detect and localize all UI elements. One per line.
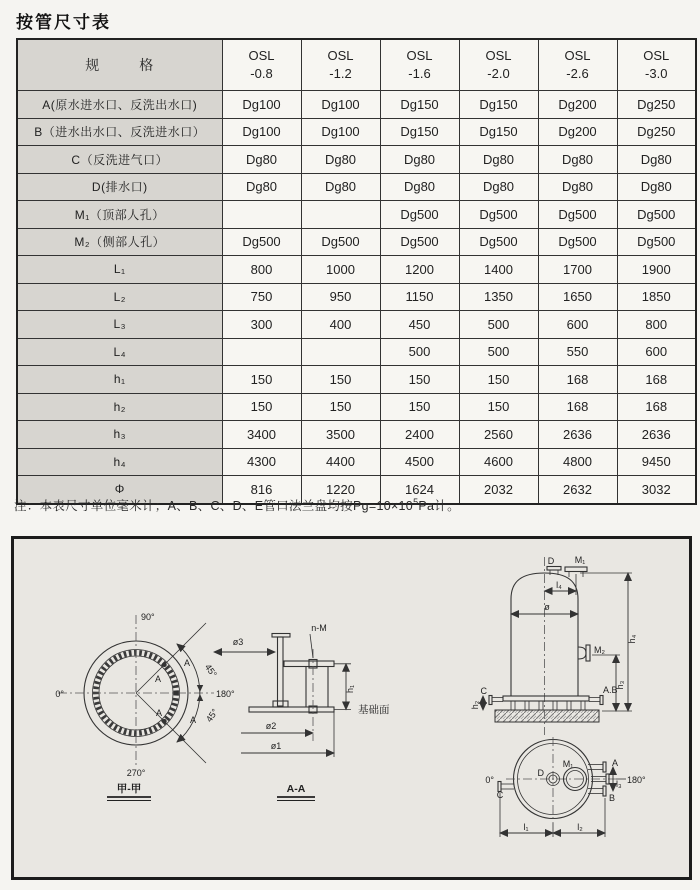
value-cell: 500 (459, 338, 538, 366)
value-cell: 750 (222, 283, 301, 311)
dia3-label: ø3 (232, 637, 244, 647)
elev-m1-manhole-label: M₁ (574, 555, 586, 565)
engineering-drawing (14, 539, 689, 877)
value-cell: 300 (222, 311, 301, 339)
elev-h3-dim-label: h₃ (615, 680, 625, 690)
row-label: L₃ (17, 311, 222, 339)
angle-45-top-label: 45° (202, 662, 219, 680)
spec-header-cell: 规 格 (17, 39, 222, 91)
angle-90-label: 90° (141, 612, 155, 622)
page-title: 按管尺寸表 (16, 13, 111, 32)
plan-a-nozzle-label: A (612, 758, 619, 768)
angle-0-label: 0° (55, 689, 64, 699)
value-cell: Dg500 (459, 201, 538, 229)
row-label: B（进水出水口、反洗进水口） (17, 118, 222, 146)
value-cell: Dg80 (222, 146, 301, 174)
value-cell: Dg80 (301, 173, 380, 201)
elev-ab-nozzle-label: A.B (603, 685, 618, 695)
value-cell (301, 338, 380, 366)
value-cell: 2560 (459, 421, 538, 449)
table-row (17, 118, 696, 146)
value-cell: 4500 (380, 448, 459, 476)
value-cell: Dg200 (538, 118, 617, 146)
table-row (17, 338, 696, 366)
value-cell: 150 (222, 393, 301, 421)
column-header: OSL -1.2 (301, 39, 380, 91)
table-row (17, 283, 696, 311)
plan-l2-dim-label: l₂ (577, 822, 583, 832)
value-cell: Dg500 (301, 228, 380, 256)
value-cell: Dg80 (380, 173, 459, 201)
value-cell: Dg80 (380, 146, 459, 174)
elev-diameter-label: ø (544, 602, 550, 612)
value-cell: Dg150 (380, 91, 459, 119)
value-cell: Dg500 (380, 228, 459, 256)
value-cell: 1150 (380, 283, 459, 311)
value-cell: Dg80 (222, 173, 301, 201)
value-cell: 2032 (459, 476, 538, 504)
elev-d-nozzle-label: D (547, 556, 555, 566)
value-cell: 9450 (617, 448, 696, 476)
value-cell: 1650 (538, 283, 617, 311)
column-header: OSL -3.0 (617, 39, 696, 91)
value-cell: Dg100 (222, 91, 301, 119)
value-cell: Dg200 (538, 91, 617, 119)
value-cell: 2636 (538, 421, 617, 449)
row-label: L₄ (17, 338, 222, 366)
row-label: Φ (17, 476, 222, 504)
plan-l3-dim-label: l₃ (616, 779, 622, 789)
value-cell: 168 (538, 393, 617, 421)
row-label: h₁ (17, 366, 222, 394)
value-cell: 500 (380, 338, 459, 366)
value-cell: Dg250 (617, 91, 696, 119)
value-cell: Dg80 (301, 146, 380, 174)
section-aa-view (214, 623, 390, 801)
value-cell: 3400 (222, 421, 301, 449)
dia2-label: ø2 (265, 721, 277, 731)
foundation-surface-label: 基础面 (358, 704, 390, 716)
value-cell: Dg100 (301, 118, 380, 146)
value-cell: 2636 (617, 421, 696, 449)
row-label: M₁（顶部人孔） (17, 201, 222, 229)
value-cell: 3500 (301, 421, 380, 449)
value-cell: Dg150 (459, 91, 538, 119)
value-cell: 600 (538, 311, 617, 339)
dia1-label: ø1 (270, 741, 282, 751)
plan-l1-dim-label: l₁ (523, 822, 529, 832)
footnote-superscript: 5 (413, 496, 419, 507)
value-cell: Dg150 (380, 118, 459, 146)
value-cell: 1850 (617, 283, 696, 311)
value-cell: 1624 (380, 476, 459, 504)
table-row (17, 146, 696, 174)
table-row (17, 228, 696, 256)
table-row (17, 366, 696, 394)
value-cell: Dg80 (617, 173, 696, 201)
value-cell: Dg500 (617, 201, 696, 229)
elev-c-nozzle-label: C (480, 686, 487, 696)
drawing-panel (11, 536, 692, 880)
plan-b-nozzle-label: B (609, 793, 616, 803)
row-label: L₂ (17, 283, 222, 311)
value-cell: 4300 (222, 448, 301, 476)
value-cell: 600 (617, 338, 696, 366)
value-cell: Dg500 (538, 201, 617, 229)
value-cell: Dg500 (222, 228, 301, 256)
table-row (17, 393, 696, 421)
table-row (17, 311, 696, 339)
value-cell: Dg80 (459, 173, 538, 201)
value-cell: Dg150 (459, 118, 538, 146)
bolt-a-label: A (154, 674, 162, 684)
row-label: L₁ (17, 256, 222, 284)
elev-m2-manhole-label: M₂ (594, 645, 605, 655)
section-aa-title: A-A (286, 783, 306, 795)
value-cell: 1400 (459, 256, 538, 284)
elev-l4-dim-label: l₄ (556, 580, 562, 590)
pipe-dimension-table (16, 38, 697, 505)
plan-c-nozzle-label: C (496, 790, 504, 800)
value-cell: Dg500 (538, 228, 617, 256)
value-cell: Dg500 (617, 228, 696, 256)
value-cell: 950 (301, 283, 380, 311)
value-cell: 800 (222, 256, 301, 284)
value-cell: 2400 (380, 421, 459, 449)
value-cell: Dg250 (617, 118, 696, 146)
value-cell: 550 (538, 338, 617, 366)
n-m-bolt-label: n-M (311, 623, 327, 633)
column-header: OSL -1.6 (380, 39, 459, 91)
bolt-a-label: A (183, 658, 191, 668)
table-row (17, 173, 696, 201)
plan-m1-manhole-label: M₁ (562, 759, 574, 769)
value-cell: 3032 (617, 476, 696, 504)
column-header: OSL -2.0 (459, 39, 538, 91)
table-row (17, 448, 696, 476)
value-cell: 2632 (538, 476, 617, 504)
value-cell: Dg80 (459, 146, 538, 174)
value-cell: Dg500 (380, 201, 459, 229)
value-cell: 1220 (301, 476, 380, 504)
value-cell: 150 (301, 366, 380, 394)
value-cell: 1900 (617, 256, 696, 284)
value-cell: 400 (301, 311, 380, 339)
row-label: h₂ (17, 393, 222, 421)
value-cell: Dg80 (538, 146, 617, 174)
angle-180-label: 180° (216, 689, 235, 699)
value-cell: Dg500 (459, 228, 538, 256)
row-label: h₃ (17, 421, 222, 449)
value-cell: 1700 (538, 256, 617, 284)
value-cell: 1200 (380, 256, 459, 284)
table-header-row (17, 39, 696, 91)
footnote-text-end: Pa计。 (418, 499, 460, 513)
value-cell: 4800 (538, 448, 617, 476)
value-cell: Dg80 (617, 146, 696, 174)
value-cell: 800 (617, 311, 696, 339)
value-cell (301, 201, 380, 229)
angle-270-label: 270° (126, 768, 146, 778)
footnote-text: 注：本表尺寸单位毫米计；A、B、C、D、E管口法兰盘均按Pg=10×10 (14, 499, 414, 513)
value-cell: Dg100 (301, 91, 380, 119)
column-header: OSL -0.8 (222, 39, 301, 91)
h1-dim-label: h₁ (345, 684, 355, 694)
value-cell: 1000 (301, 256, 380, 284)
value-cell: 150 (301, 393, 380, 421)
value-cell: 816 (222, 476, 301, 504)
row-label: C（反洗进气口） (17, 146, 222, 174)
value-cell (222, 201, 301, 229)
value-cell (222, 338, 301, 366)
vessel-elevation-view (470, 555, 637, 735)
row-label: h₄ (17, 448, 222, 476)
value-cell: 150 (380, 366, 459, 394)
table-row (17, 91, 696, 119)
value-cell: 168 (617, 393, 696, 421)
plan-angle-0-label: 0° (485, 775, 494, 785)
table-row (17, 256, 696, 284)
row-label: A(原水进水口、反洗出水口) (17, 91, 222, 119)
plan-d-nozzle-label: D (537, 768, 544, 778)
plan-angle-180-label: 180° (627, 775, 646, 785)
row-label: M₂（侧部人孔） (17, 228, 222, 256)
value-cell: 150 (459, 393, 538, 421)
value-cell: 4600 (459, 448, 538, 476)
value-cell: 450 (380, 311, 459, 339)
elev-h4-dim-label: h₄ (627, 634, 637, 644)
value-cell: Dg100 (222, 118, 301, 146)
value-cell: 168 (538, 366, 617, 394)
value-cell: Dg80 (538, 173, 617, 201)
value-cell: 168 (617, 366, 696, 394)
table-footnote (14, 496, 694, 514)
value-cell: 150 (222, 366, 301, 394)
value-cell: 150 (380, 393, 459, 421)
elev-h2-dim-label: h₂ (470, 700, 480, 710)
value-cell: 4400 (301, 448, 380, 476)
angle-45-bottom-label: 45° (203, 706, 220, 724)
value-cell: 500 (459, 311, 538, 339)
bolt-a-label: A (155, 708, 163, 718)
section-jiajia-title: 甲-甲 (116, 783, 142, 795)
table-row (17, 421, 696, 449)
column-header: OSL -2.6 (538, 39, 617, 91)
row-label: D(排水口) (17, 173, 222, 201)
vessel-plan-view (485, 737, 646, 837)
table-row (17, 201, 696, 229)
value-cell: 1350 (459, 283, 538, 311)
section-jiajia-view (55, 612, 235, 801)
bolt-a-label: A (189, 715, 197, 725)
value-cell: 150 (459, 366, 538, 394)
